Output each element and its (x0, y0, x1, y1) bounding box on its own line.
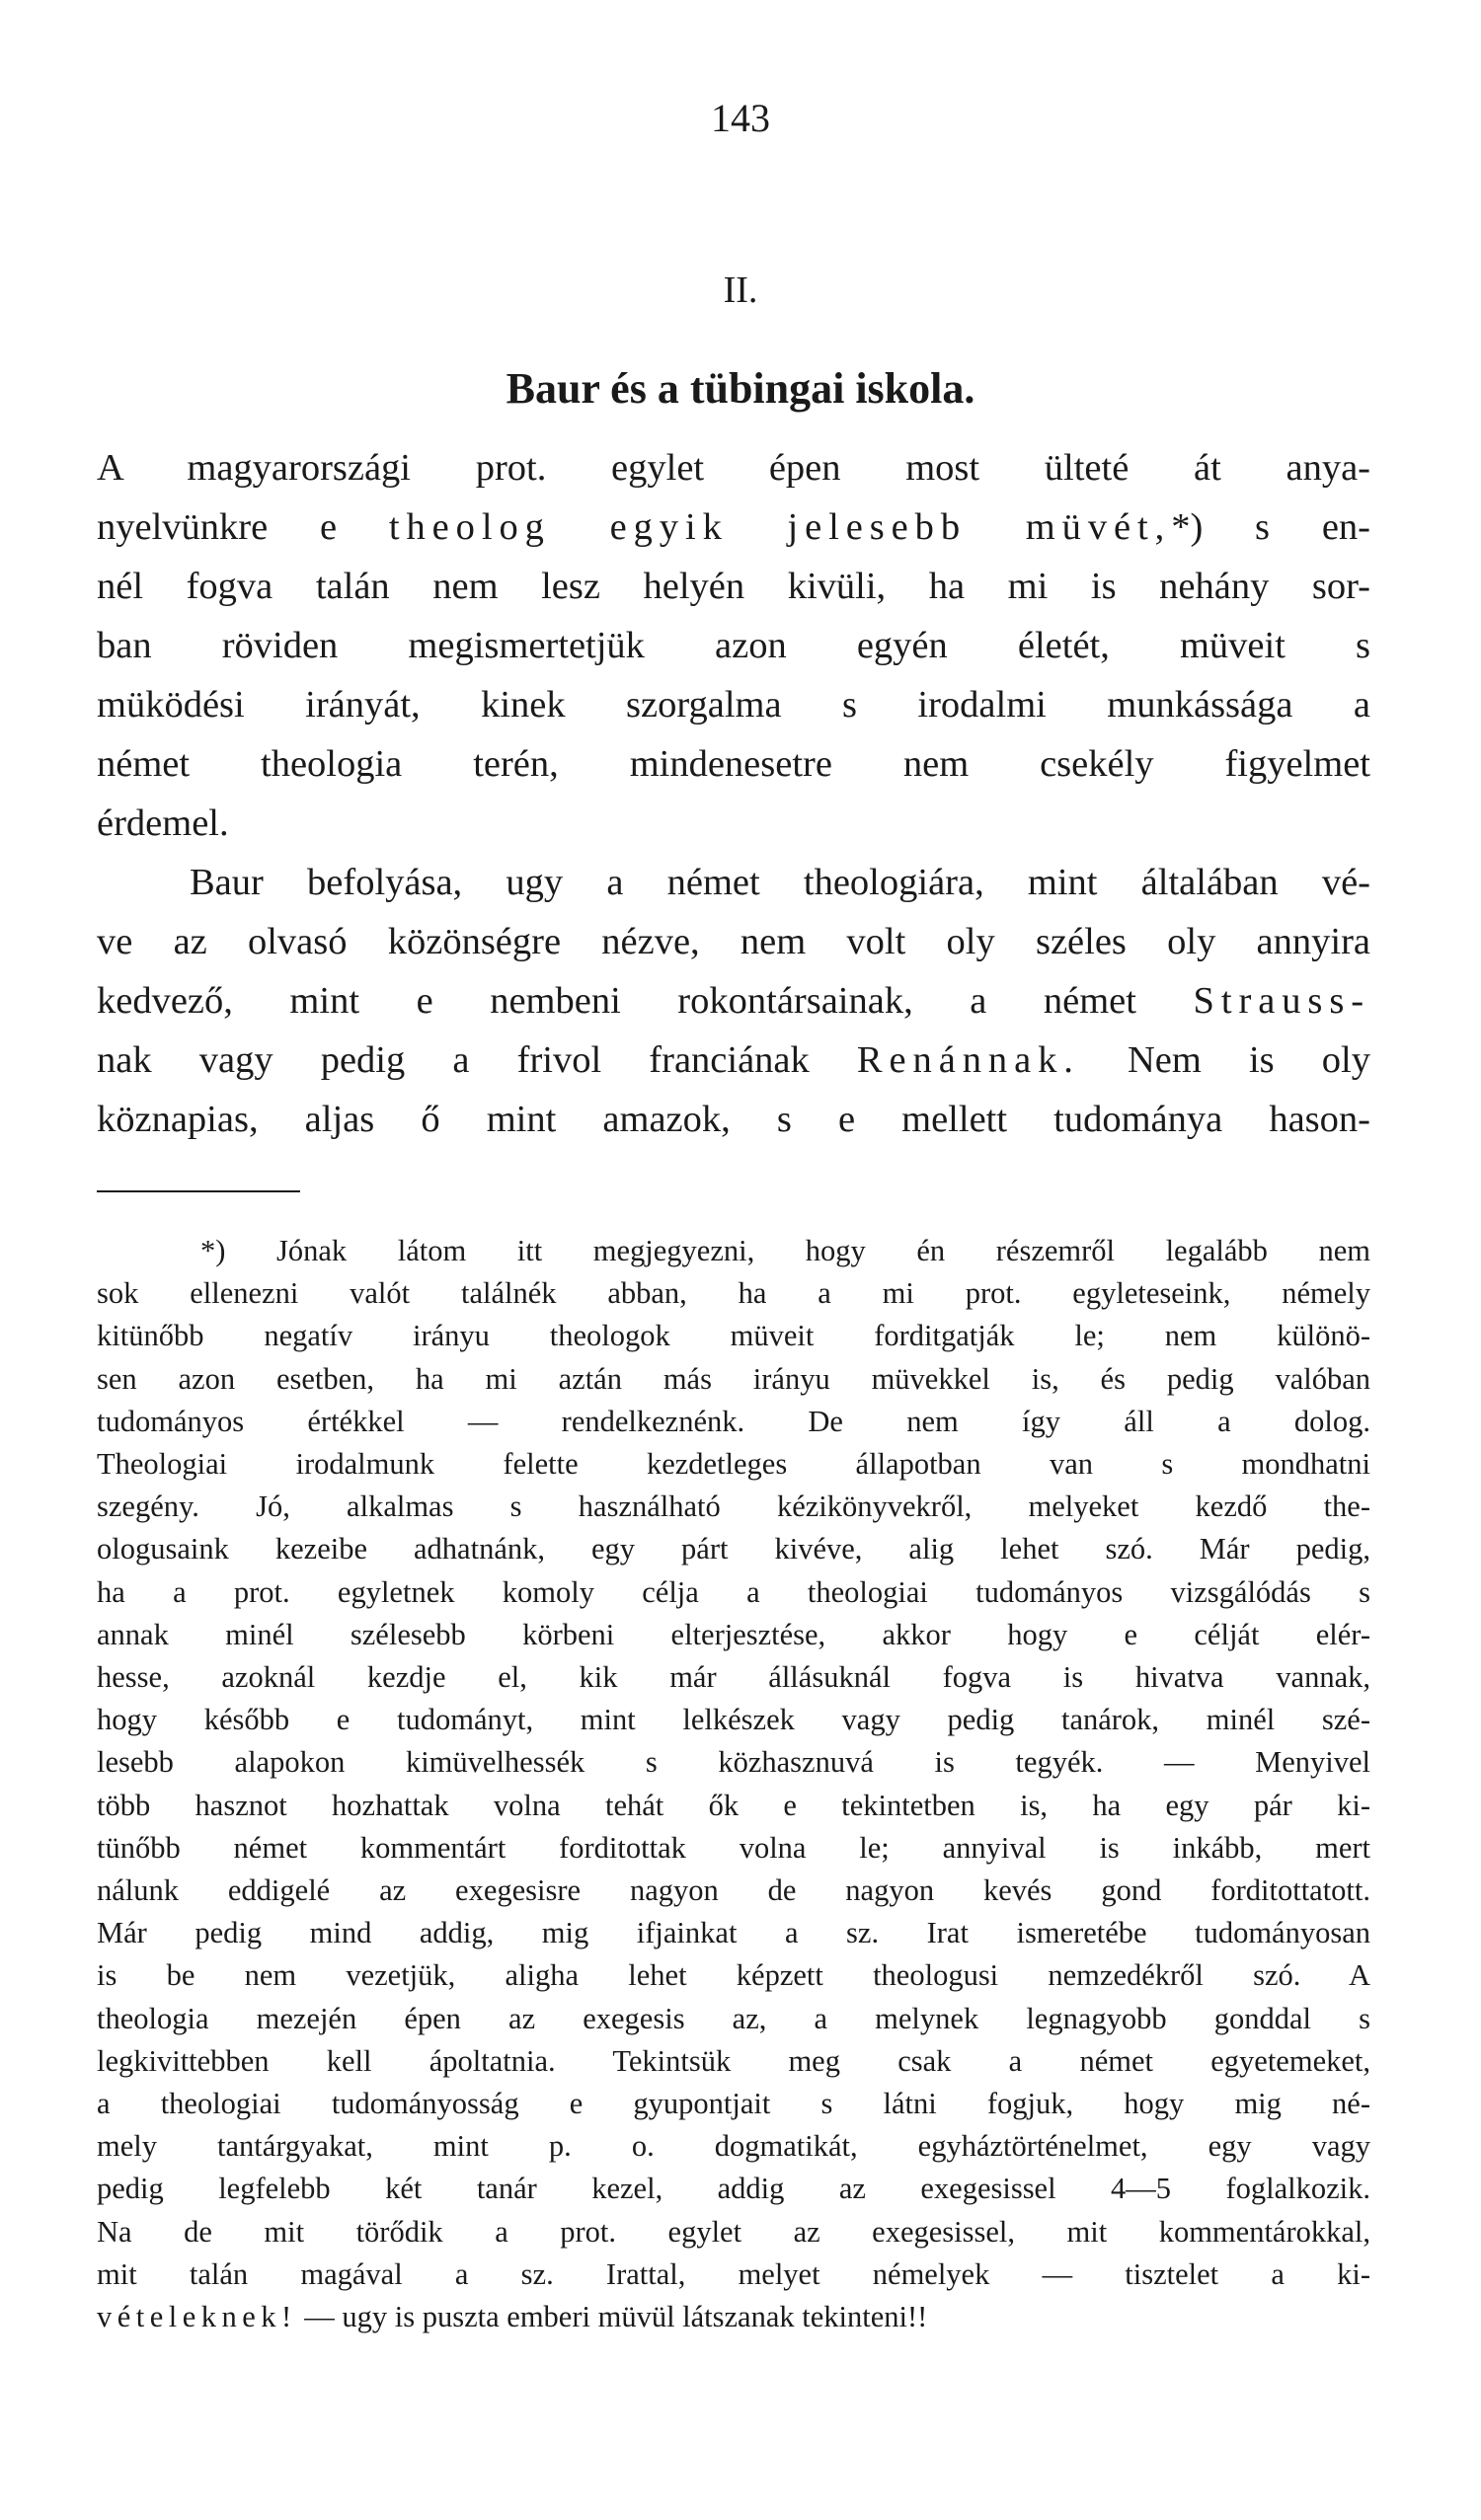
footnote-line: mit talán magával a sz. Irattal, melyet némelyek — tisztelet a ki- (97, 2256, 1370, 2291)
footnote-line: tudományos értékkel — rendelkeznénk. De nem így áll a dolog. (97, 1404, 1370, 1438)
footnote (97, 1230, 1370, 2338)
footnote-line: nálunk eddigelé az exegesisre nagyon de nagyon kevés gond forditottatott. (97, 1873, 1370, 1908)
footnote-line: hogy később e tudományt, mint lelkészek vagy pedig tanárok, minél szé- (97, 1703, 1370, 1737)
spaced-name-strauss: Strauss- (1193, 980, 1370, 1022)
text-line: ve az olvasó közönségre nézve, nem volt oly széles oly annyira (97, 921, 1370, 962)
text-line (97, 971, 1370, 1031)
footnote-line: *) Jónak látom itt megjegyezni, hogy én részemről legalább nem (200, 1234, 1370, 1267)
footnote-line: hesse, azoknál kezdje el, kik már állásuknál fogva is hivatva vannak, (97, 1660, 1370, 1695)
footnote-line: lesebb alapokon kimüvelhessék s közhasznuvá is tegyék. — Menyivel (97, 1745, 1370, 1780)
text-line: ban röviden megismertetjük azon egyén életét, müveit s (97, 625, 1370, 666)
footnote-line: annak minél szélesebb körbeni elterjesztése, akkor hogy e célját elér- (97, 1617, 1370, 1651)
text-line: Baur befolyása, ugy a német theologiára, mint általában vé- (190, 862, 1370, 903)
footnote-line: Theologiai irodalmunk felette kezdetleges állapotban van s mondhatni (97, 1447, 1370, 1482)
footnote-line: a theologiai tudományosság e gyupontjait s látni fogjuk, hogy mig né- (97, 2087, 1370, 2121)
footnote-line: legkivittebben kell ápoltatnia. Tekintsük meg csak a német egyetemeket, (97, 2043, 1370, 2078)
text-line (97, 497, 1370, 557)
paragraph-2 (97, 853, 1370, 1149)
text-line: nél fogva talán nem lesz helyén kivüli, ha mi is nehány sor- (97, 566, 1370, 607)
section-title: Baur és a tübingai iskola. (506, 364, 975, 413)
page-number: 143 (711, 96, 770, 140)
spaced-emphasis: theolog egyik jelesebb müvét, (388, 506, 1172, 548)
footnote-line: Na de mit törődik a prot. egylet az exegesissel, mit kommentárokkal, (97, 2214, 1370, 2249)
text-run: nak vagy pedig a frivol franciának (97, 1039, 857, 1081)
footnote-line: ha a prot. egyletnek komoly célja a theologiai tudományos vizsgálódás s (97, 1574, 1370, 1609)
main-text (97, 438, 1370, 1149)
footnote-line: sen azon esetben, ha mi aztán más irányu müvekkel is, és pedig valóban (97, 1361, 1370, 1396)
text-line: érdemel. (97, 802, 229, 844)
footnote-line: sok ellenezni valót találnék abban, ha a mi prot. egyleteseink, némely (97, 1276, 1370, 1311)
footnote-line: is be nem vezetjük, aligha lehet képzett theologusi nemzedékről szó. A (97, 1958, 1370, 1993)
footnote-line: kitünőbb negatív irányu theologok müveit forditgatják le; nem különö- (97, 1319, 1370, 1353)
footnote-line: tünőbb német kommentárt forditottak volna le; annyival is inkább, mert (97, 1830, 1370, 1865)
paragraph-1 (97, 438, 1370, 853)
section-number: II. (723, 269, 758, 311)
text-run: A magyarországi prot. egylet épen most ülteté át anya- (97, 447, 1370, 489)
footnote-line: több hasznot hozhattak volna tehát ők e tekintetben is, ha egy pár ki- (97, 1788, 1370, 1822)
text-run: — ugy is puszta emberi müvül látszanak tekinteni!! (296, 2300, 928, 2334)
footnote-line: theologia mezején épen az exegesis az, a melynek legnagyobb gonddal s (97, 2001, 1370, 2035)
text-run: nyelvünkre e (97, 506, 389, 548)
footnote-line: Már pedig mind addig, mig ifjainkat a sz. Irat ismeretébe tudományosan (97, 1916, 1370, 1950)
text-run: kedvező, mint e nembeni rokontársainak, a német (97, 980, 1194, 1022)
footnote-line: ologusaink kezeibe adhatnánk, egy párt kivéve, alig lehet szó. Már pedig, (97, 1532, 1370, 1566)
text-line: köznapias, aljas ő mint amazok, s e mellett tudománya hason- (97, 1099, 1370, 1140)
footnote-line: szegény. Jó, alkalmas s használható kézikönyvekről, melyeket kezdő the- (97, 1489, 1370, 1524)
footnote-divider (97, 1190, 300, 1192)
text-line: német theologia terén, mindenesetre nem csekély figyelmet (97, 743, 1370, 785)
footnote-line: mely tantárgyakat, mint p. o. dogmatikát, egyháztörténelmet, egy vagy (97, 2129, 1370, 2164)
footnote-line (97, 2296, 1370, 2338)
text-line: müködési irányát, kinek szorgalma s irodalmi munkássága a (97, 684, 1370, 725)
spaced-name-renan: Renánnak. (856, 1039, 1080, 1081)
text-run: Nem is oly (1079, 1039, 1370, 1081)
text-line (97, 1031, 1370, 1090)
text-line (97, 438, 1370, 497)
spaced-emphasis: vételeknek! (97, 2300, 297, 2334)
footnote-line: pedig legfelebb két tanár kezel, addig az exegesissel 4—5 foglalkozik. (97, 2172, 1370, 2206)
footnote-ref: *) s en- (1171, 506, 1370, 548)
